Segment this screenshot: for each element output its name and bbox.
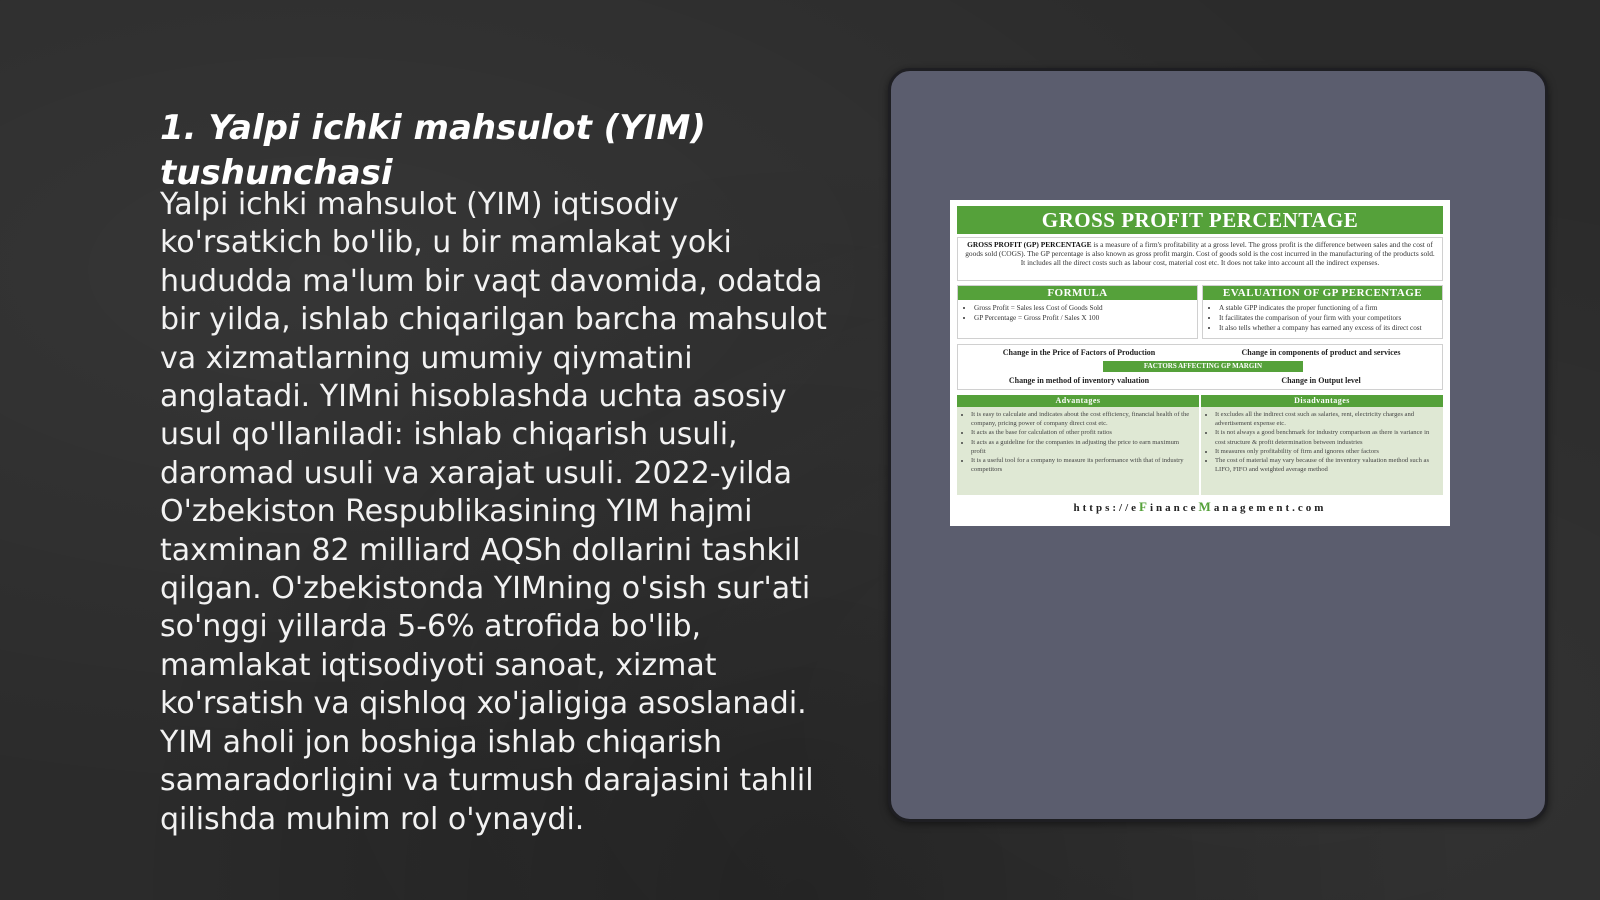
infographic-url bbox=[957, 499, 1443, 515]
disadvantage-item: • The cost of material may vary because of the inventory valuation method such as LIFO, FIFO and weighted average method bbox=[1215, 456, 1437, 474]
infographic-definition bbox=[957, 237, 1443, 281]
evaluation-item: • It facilitates the comparison of your firm with your competitors bbox=[1219, 313, 1436, 323]
factors-section bbox=[957, 344, 1443, 390]
disadvantages-heading: Disadvantages bbox=[1201, 395, 1443, 407]
formula-section bbox=[957, 285, 1198, 339]
url-part: M bbox=[1198, 499, 1214, 514]
evaluation-item: • A stable GPP indicates the proper functioning of a firm bbox=[1219, 303, 1436, 313]
factor-item: Change in method of inventory valuation bbox=[1008, 376, 1150, 385]
advantage-item: • It is a useful tool for a company to measure its performance with that of industry competitors bbox=[971, 456, 1193, 474]
slide-body-text: Yalpi ichki mahsulot (YIM) iqtisodiy ko'rsatkich bo'lib, u bir mamlakat yoki hududda ma'lum bir vaqt davomida, odatda bir yilda, ishlab chiqarilgan barcha mahsulot va xizmatlarning umumiy qiymatini anglatadi. YIMni hisoblashda uchta asosiy usul qo'llaniladi: ishlab chiqarish usuli, daromad usuli va xarajat usuli. 2022-yilda O'zbekiston Respublikasining YIM hajmi taxminan 82 milliard AQSh dollarini tashkil qilgan. O'zbekistonda YIMning o'sish sur'ati so'nggi yillarda 5-6% atrofida bo'lib, mamlakat iqtisodiyoti sanoat, xizmat ko'rsatish va qishloq xo'jaligiga asoslanadi. YIM aholi jon boshiga ishlab chiqarish samaradorligini va turmush darajasini tahlil qilishda muhim rol o'ynaydi. bbox=[160, 187, 827, 837]
evaluation-item: • It also tells whether a company has earned any excess of its direct cost bbox=[1219, 323, 1436, 333]
advantage-item: • It acts as the base for calculation of other profit ratios bbox=[971, 428, 1193, 437]
formula-heading: FORMULA bbox=[958, 286, 1197, 300]
url-part: anagement.com bbox=[1213, 502, 1327, 514]
definition-text: is a measure of a firm's profitability at a gross level. The gross profit is the difference between sales and the cost of goods sold (COGS). The GP percentage is also known as gross profit margin. Cost of goods sold is the cost incurred in the manufacturing of the products sold. It includes all the direct costs such as labour cost, material cost etc. It does not take into account all the indirect expenses. bbox=[965, 240, 1435, 267]
disadvantage-item: • It excludes all the indirect cost such as salaries, rent, electricity charges and advertisement expense etc. bbox=[1215, 410, 1437, 428]
disadvantage-item: • It is not always a good benchmark for industry comparison as there is variance in cost structure & profit determination between industries bbox=[1215, 428, 1437, 446]
gross-profit-infographic bbox=[950, 200, 1450, 526]
factor-item: Change in the Price of Factors of Production bbox=[1002, 348, 1156, 357]
slide-title: 1. Yalpi ichki mahsulot (YIM) tushunchasi bbox=[160, 108, 706, 193]
infographic-title: GROSS PROFIT PERCENTAGE bbox=[957, 206, 1443, 234]
disadvantages-section bbox=[1201, 395, 1443, 495]
definition-lead: GROSS PROFIT (GP) PERCENTAGE bbox=[967, 240, 1092, 249]
url-part: F bbox=[1139, 499, 1150, 514]
advantages-heading: Advantages bbox=[957, 395, 1199, 407]
formula-item: • GP Percentage = Gross Profit / Sales X 100 bbox=[974, 313, 1191, 323]
evaluation-heading: EVALUATION OF GP PERCENTAGE bbox=[1203, 286, 1442, 300]
formula-item: • Gross Profit = Sales less Cost of Goods Sold bbox=[974, 303, 1191, 313]
factor-item: Change in Output level bbox=[1281, 376, 1361, 385]
factor-item: Change in components of product and services bbox=[1241, 348, 1401, 357]
advantage-item: • It is easy to calculate and indicates about the cost efficiency, financial health of the company, pricing power of company direct cost etc. bbox=[971, 410, 1193, 428]
url-part: inance bbox=[1149, 502, 1199, 514]
advantage-item: • It acts as a guideline for the companies in adjusting the price to earn maximum profit bbox=[971, 438, 1193, 456]
advantages-section bbox=[957, 395, 1199, 495]
disadvantage-item: • It measures only profitability of firm and ignores other factors bbox=[1215, 447, 1437, 456]
evaluation-section bbox=[1202, 285, 1443, 339]
factors-heading: FACTORS AFFECTING GP MARGIN bbox=[1103, 361, 1303, 372]
url-part: https://e bbox=[1073, 502, 1140, 514]
